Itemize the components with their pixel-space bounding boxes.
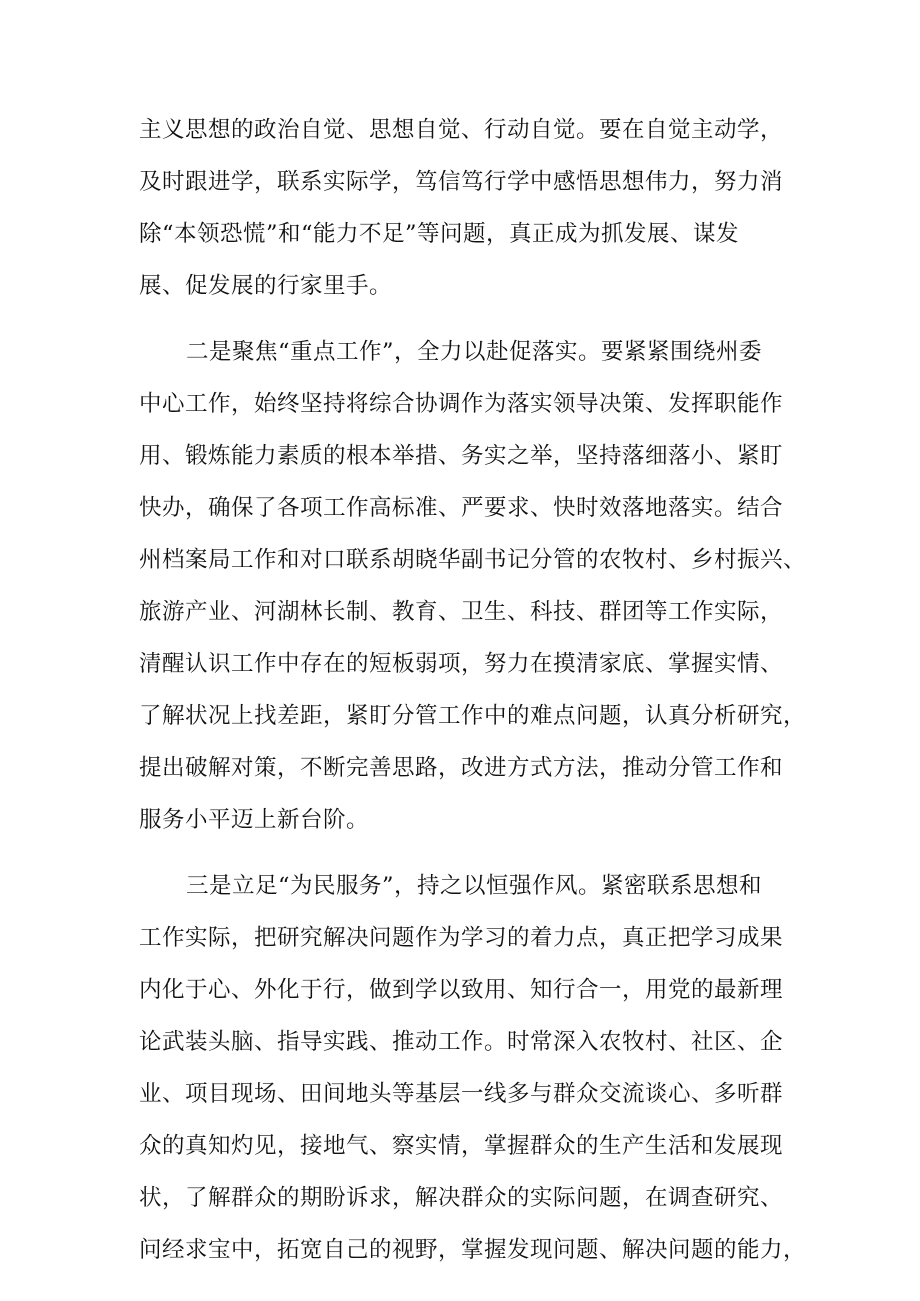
text-line: 状，了解群众的期盼诉求，解决群众的实际问题，在调查研究、 <box>139 1185 784 1211</box>
text-line: 工作实际，把研究解决问题作为学习的着力点，真正把学习成果 <box>139 925 784 951</box>
text-line: 论武装头脑、指导实践、推动工作。时常深入农牧村、社区、企 <box>139 1029 784 1055</box>
text-line: 中心工作，始终坚持将综合协调作为落实领导决策、发挥职能作 <box>139 391 784 417</box>
text-line: 州档案局工作和对口联系胡晓华副书记分管的农牧村、乡村振兴、 <box>139 547 807 573</box>
text-line: 快办，确保了各项工作高标准、严要求、快时效落地落实。结合 <box>139 495 784 521</box>
text-line: 清醒认识工作中存在的短板弱项，努力在摸清家底、掌握实情、 <box>139 651 784 677</box>
text-line: 问经求宝中，拓宽自己的视野，掌握发现问题、解决问题的能力， <box>139 1237 807 1263</box>
text-line: 了解状况上找差距，紧盯分管工作中的难点问题，认真分析研究， <box>139 703 807 729</box>
text-line: 众的真知灼见，接地气、察实情，掌握群众的生产生活和发展现 <box>139 1133 784 1159</box>
paragraph-first-line: 二是聚焦“重点工作”，全力以赴促落实。要紧紧围绕州委 <box>186 339 763 365</box>
text-line: 服务小平迈上新台阶。 <box>139 807 370 833</box>
paragraph-first-line: 三是立足“为民服务”，持之以恒强作风。紧密联系思想和 <box>186 873 763 899</box>
text-line: 业、项目现场、田间地头等基层一线多与群众交流谈心、多听群 <box>139 1081 784 1107</box>
text-line: 用、锻炼能力素质的根本举措、务实之举，坚持落细落小、紧盯 <box>139 443 784 469</box>
text-line: 主义思想的政治自觉、思想自觉、行动自觉。要在自觉主动学， <box>139 117 784 143</box>
text-line: 提出破解对策，不断完善思路，改进方式方法，推动分管工作和 <box>139 755 784 781</box>
text-line: 除“本领恐慌”和“能力不足”等问题，真正成为抓发展、谋发 <box>139 221 740 247</box>
text-line: 内化于心、外化于行，做到学以致用、知行合一，用党的最新理 <box>139 977 784 1003</box>
text-line: 旅游产业、河湖林长制、教育、卫生、科技、群团等工作实际， <box>139 599 784 625</box>
text-line: 展、促发展的行家里手。 <box>139 273 393 299</box>
text-line: 及时跟进学，联系实际学，笃信笃行学中感悟思想伟力，努力消 <box>139 169 784 195</box>
